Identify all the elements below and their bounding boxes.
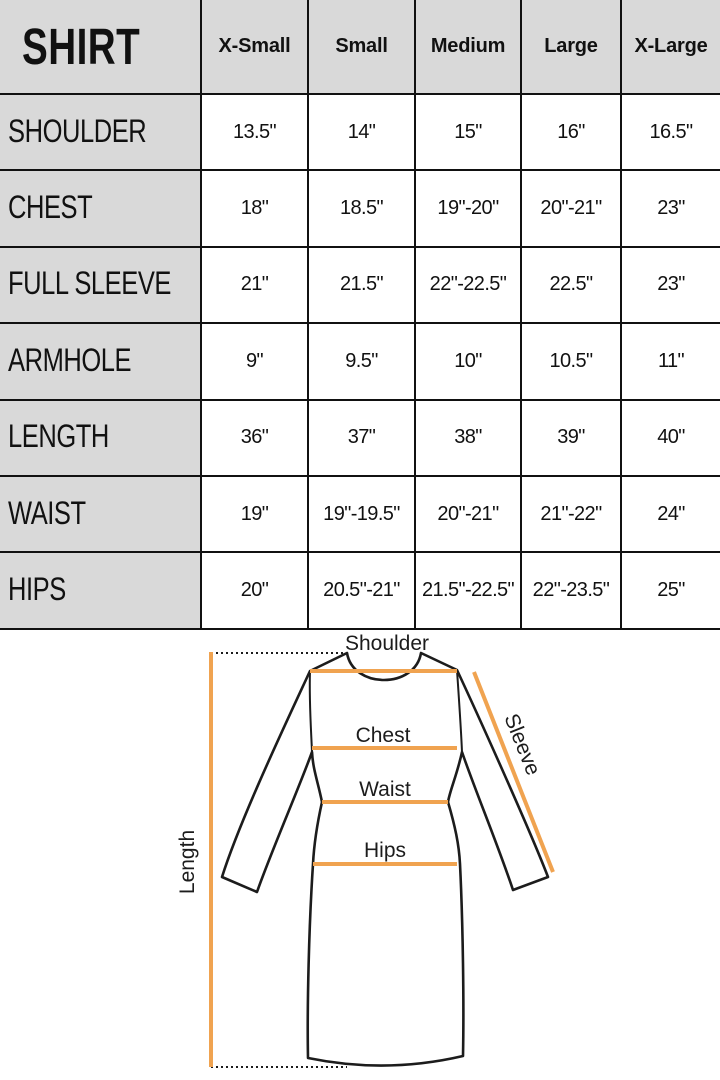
- cell-chest-large: 20"-21": [522, 171, 622, 247]
- column-header-xlarge: X-Large: [622, 0, 720, 95]
- cell-armhole-medium: 10": [416, 324, 522, 400]
- cell-chest-small: 18.5": [309, 171, 416, 247]
- cell-length-xlarge: 40": [622, 401, 720, 477]
- cell-armhole-small: 9.5": [309, 324, 416, 400]
- column-header-medium: Medium: [416, 0, 522, 95]
- cell-shoulder-large: 16": [522, 95, 622, 171]
- table-title-cell: [0, 0, 202, 95]
- left-armhole-line: [310, 671, 312, 752]
- cell-length-xsmall: 36": [202, 401, 309, 477]
- sleeve-label: Sleeve: [499, 710, 545, 779]
- row-label-chest: CHEST: [0, 171, 202, 247]
- row-label-armhole: ARMHOLE: [0, 324, 202, 400]
- column-header-xsmall: X-Small: [202, 0, 309, 95]
- cell-full-sleeve-small: 21.5": [309, 248, 416, 324]
- cell-armhole-xsmall: 9": [202, 324, 309, 400]
- cell-chest-medium: 19"-20": [416, 171, 522, 247]
- cell-shoulder-xlarge: 16.5": [622, 95, 720, 171]
- waist-label: Waist: [359, 777, 411, 801]
- sleeve-line: [474, 672, 553, 872]
- shoulder-label: Shoulder: [344, 631, 430, 655]
- cell-full-sleeve-medium: 22"-22.5": [416, 248, 522, 324]
- row-label-full-sleeve: FULL SLEEVE: [0, 248, 202, 324]
- cell-shoulder-xsmall: 13.5": [202, 95, 309, 171]
- chest-label: Chest: [355, 723, 411, 747]
- cell-full-sleeve-xsmall: 21": [202, 248, 309, 324]
- row-label-hips: HIPS: [0, 553, 202, 629]
- cell-chest-xlarge: 23": [622, 171, 720, 247]
- cell-shoulder-medium: 15": [416, 95, 522, 171]
- length-label: Length: [176, 829, 199, 894]
- cell-hips-large: 22"-23.5": [522, 553, 622, 629]
- cell-chest-xsmall: 18": [202, 171, 309, 247]
- cell-waist-xsmall: 19": [202, 477, 309, 553]
- cell-waist-medium: 20"-21": [416, 477, 522, 553]
- row-label-length: LENGTH: [0, 401, 202, 477]
- row-label-shoulder: SHOULDER: [0, 95, 202, 171]
- row-label-waist: WAIST: [0, 477, 202, 553]
- cell-length-large: 39": [522, 401, 622, 477]
- hips-label: Hips: [363, 838, 407, 862]
- cell-hips-xlarge: 25": [622, 553, 720, 629]
- cell-length-medium: 38": [416, 401, 522, 477]
- cell-full-sleeve-xlarge: 23": [622, 248, 720, 324]
- column-header-large: Large: [522, 0, 622, 95]
- cell-waist-small: 19"-19.5": [309, 477, 416, 553]
- cell-waist-large: 21"-22": [522, 477, 622, 553]
- cell-armhole-large: 10.5": [522, 324, 622, 400]
- cell-hips-medium: 21.5"-22.5": [416, 553, 522, 629]
- column-header-small: Small: [309, 0, 416, 95]
- measurement-diagram: [0, 630, 720, 1080]
- cell-full-sleeve-large: 22.5": [522, 248, 622, 324]
- cell-hips-small: 20.5"-21": [309, 553, 416, 629]
- table-title: SHIRT: [22, 17, 141, 75]
- cell-armhole-xlarge: 11": [622, 324, 720, 400]
- cell-hips-xsmall: 20": [202, 553, 309, 629]
- shirt-diagram-svg: [0, 630, 720, 1080]
- right-armhole-line: [457, 670, 462, 752]
- cell-shoulder-small: 14": [309, 95, 416, 171]
- cell-length-small: 37": [309, 401, 416, 477]
- cell-waist-xlarge: 24": [622, 477, 720, 553]
